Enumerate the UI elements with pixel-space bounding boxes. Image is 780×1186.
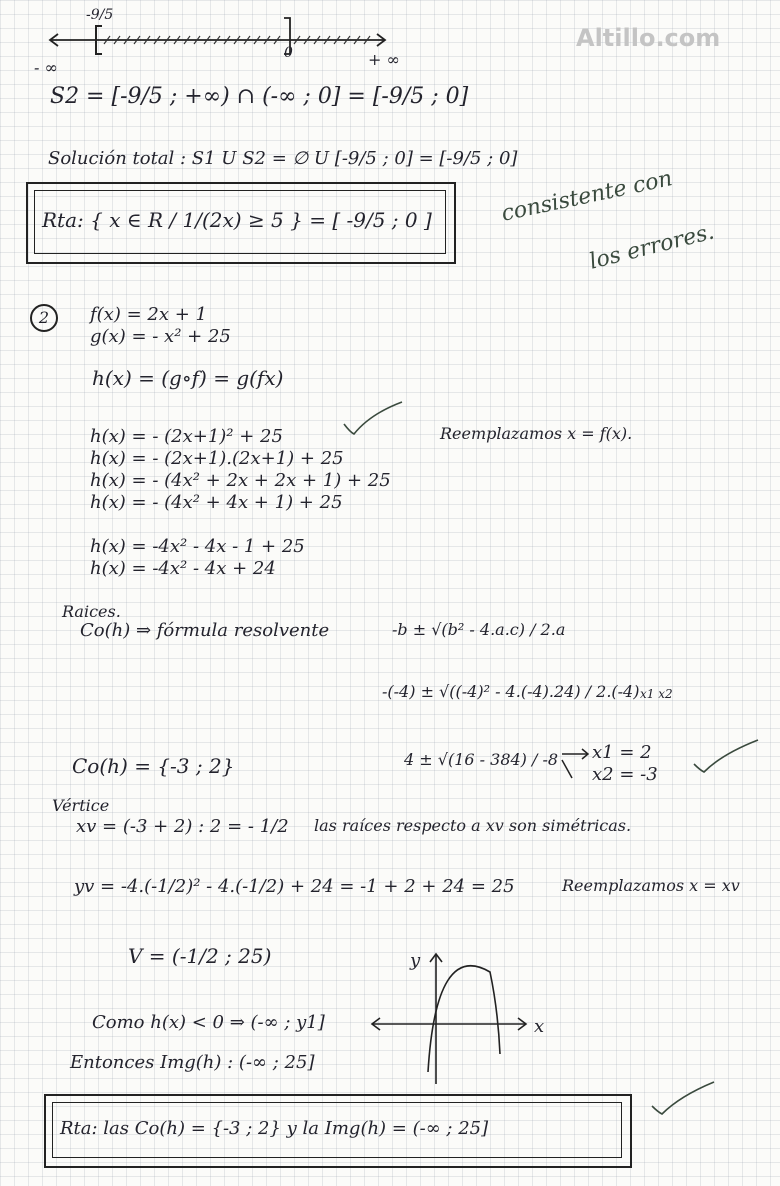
axis-x-label: x <box>534 1016 545 1037</box>
formula-substituted: -(-4) ± √((-4)² - 4.(-4).24) / 2.(-4) <box>382 682 640 701</box>
teacher-comment-2: los errores. <box>586 219 717 275</box>
h-step-5: h(x) = -4x² - 4x - 1 + 25 <box>90 536 305 557</box>
entonces-line: Entonces Img(h) : (-∞ ; 25] <box>70 1052 315 1073</box>
numline-top-label: -9/5 <box>86 7 114 23</box>
rta2-line: Rta: las Co(h) = {-3 ; 2} y la Img(h) = (-∞ ; 25] <box>60 1118 489 1139</box>
xv-line: xv = (-3 + 2) : 2 = - 1/2 <box>76 816 289 837</box>
axis-y-label: y <box>410 950 421 971</box>
numline-minus-inf: - ∞ <box>34 58 58 77</box>
co-formula-line: Co(h) ⇒ fórmula resolvente <box>80 620 330 641</box>
f-def: f(x) = 2x + 1 <box>90 304 207 325</box>
xv-note: las raíces respecto a xv son simétricas. <box>314 816 632 835</box>
watermark: Altillo.com <box>576 24 721 52</box>
root-x2: x2 = -3 <box>592 764 658 785</box>
h-step-6: h(x) = -4x² - 4x + 24 <box>90 558 276 579</box>
formula-general: -b ± √(b² - 4.a.c) / 2.a <box>392 620 566 639</box>
solucion-total-line: Solución total : S1 U S2 = ∅ U [-9/5 ; 0] = [-9/5 ; 0] <box>48 148 518 169</box>
numline-zero-label: 0 <box>284 45 293 61</box>
h-step-3: h(x) = - (4x² + 2x + 2x + 1) + 25 <box>90 470 391 491</box>
h-step-2: h(x) = - (2x+1).(2x+1) + 25 <box>90 448 344 469</box>
reemplazamos-1: Reemplazamos x = f(x). <box>440 424 633 443</box>
reemplazamos-2: Reemplazamos x = xv <box>562 876 740 895</box>
rta1-line: Rta: { x ∈ R / 1/(2x) ≥ 5 } = [ -9/5 ; 0 ] <box>42 208 432 232</box>
co-result: Co(h) = {-3 ; 2} <box>72 754 235 778</box>
side-note: x1 x2 <box>640 687 673 701</box>
h-step-4: h(x) = - (4x² + 4x + 1) + 25 <box>90 492 343 513</box>
check-mark-3 <box>648 1078 728 1118</box>
root-x1: x1 = 2 <box>592 742 652 763</box>
g-def: g(x) = - x² + 25 <box>90 326 231 347</box>
vertice-label: Vértice <box>52 796 110 815</box>
yv-line: yv = -4.(-1/2)² - 4.(-1/2) + 24 = -1 + 2 + 24 = 25 <box>74 876 515 897</box>
vertex-result: V = (-1/2 ; 25) <box>128 944 272 968</box>
numline-plus-inf: + ∞ <box>368 50 400 69</box>
check-mark-2 <box>690 734 770 774</box>
como-line: Como h(x) < 0 ⇒ (-∞ ; y1] <box>92 1012 325 1033</box>
exercise-number: 2 <box>30 304 58 332</box>
parabola-sketch <box>366 950 546 1090</box>
formula-numeric: 4 ± √(16 - 384) / -8 <box>404 750 559 769</box>
check-mark-1 <box>340 398 420 438</box>
h-step-1: h(x) = - (2x+1)² + 25 <box>90 426 283 447</box>
s2-line: S2 = [-9/5 ; +∞) ∩ (-∞ ; 0] = [-9/5 ; 0] <box>50 84 469 109</box>
raices-label: Raices. <box>62 602 121 621</box>
teacher-comment-1: consistente con <box>499 166 675 227</box>
h-composition: h(x) = (g∘f) = g(fx) <box>92 366 284 390</box>
